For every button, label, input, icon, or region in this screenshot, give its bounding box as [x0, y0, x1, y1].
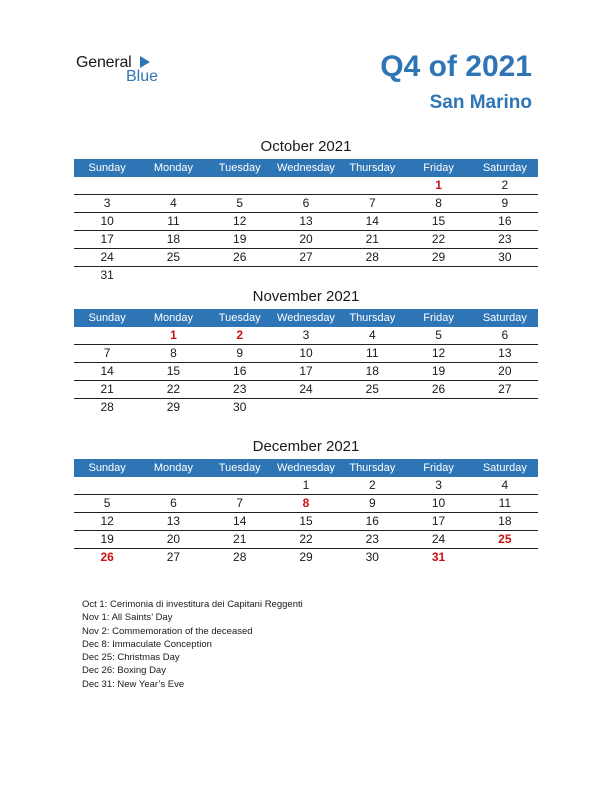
- day-cell: 9: [236, 346, 244, 360]
- week-row: [74, 513, 538, 531]
- day-cell: [273, 267, 339, 284]
- day-cell: 30: [365, 550, 379, 564]
- day-cell: [472, 549, 538, 566]
- day-cell: 26: [431, 382, 446, 396]
- day-cell: 19: [100, 532, 114, 546]
- weekday-label: Monday: [153, 312, 193, 324]
- day-cell: 20: [299, 232, 313, 246]
- weekday-header-row: [74, 159, 538, 177]
- day-cell: 5: [236, 196, 244, 210]
- day-cell: 11: [498, 496, 512, 510]
- weekday-label: Sunday: [88, 162, 126, 174]
- holiday-note: Nov 2: Commemoration of the deceased: [82, 625, 253, 637]
- weekday-label: Monday: [153, 462, 193, 474]
- day-cell: 4: [501, 478, 509, 492]
- day-cell: 16: [498, 214, 512, 228]
- day-cell: 1: [302, 478, 310, 492]
- day-cell: [405, 399, 471, 416]
- week-row: [74, 345, 538, 363]
- month-title: November 2021: [252, 288, 360, 305]
- day-cell: 25: [365, 382, 379, 396]
- day-cell: 13: [498, 346, 512, 360]
- day-cell: 20: [166, 532, 181, 546]
- weekday-label: Saturday: [482, 312, 527, 324]
- month-title: October 2021: [260, 138, 352, 155]
- day-cell: 22: [166, 382, 181, 396]
- day-cell: 21: [365, 232, 379, 246]
- holiday-day-cell: 2: [236, 328, 244, 342]
- month-calendar: [74, 287, 538, 416]
- day-cell: 15: [299, 514, 313, 528]
- day-cell: 7: [236, 496, 244, 510]
- week-row: [74, 477, 538, 495]
- day-cell: 23: [365, 532, 379, 546]
- day-cell: 5: [103, 496, 111, 510]
- country-name: San Marino: [429, 92, 532, 113]
- day-cell: 27: [166, 550, 181, 564]
- day-cell: 19: [431, 364, 446, 378]
- day-cell: 18: [365, 364, 379, 378]
- weekday-header-row: [74, 309, 538, 327]
- day-cell: 29: [166, 400, 181, 414]
- day-cell: 2: [501, 178, 509, 192]
- day-cell: 22: [431, 232, 446, 246]
- holiday-day-cell: 25: [498, 532, 512, 546]
- day-cell: 14: [365, 214, 379, 228]
- logo-blue-text: Blue: [126, 68, 159, 85]
- day-cell: 27: [299, 250, 313, 264]
- day-cell: 20: [498, 364, 512, 378]
- day-cell: 6: [501, 328, 509, 342]
- weekday-label: Sunday: [88, 462, 126, 474]
- day-cell: [207, 477, 273, 494]
- day-cell: 17: [299, 364, 313, 378]
- holiday-note: Dec 25: Christmas Day: [82, 652, 180, 664]
- week-row: [74, 267, 538, 284]
- day-cell: 24: [431, 532, 446, 546]
- day-cell: 27: [498, 382, 512, 396]
- weekday-label: Friday: [423, 462, 454, 474]
- day-cell: 23: [498, 232, 512, 246]
- day-cell: 21: [233, 532, 247, 546]
- day-cell: [273, 399, 339, 416]
- day-cell: 10: [100, 214, 114, 228]
- day-cell: [339, 399, 405, 416]
- day-cell: 30: [233, 400, 247, 414]
- day-cell: 25: [166, 250, 181, 264]
- holiday-day-cell: 26: [100, 550, 114, 564]
- month-calendar: [74, 437, 538, 566]
- day-cell: 11: [366, 346, 379, 360]
- day-cell: 12: [100, 514, 114, 528]
- day-cell: 23: [233, 382, 247, 396]
- day-cell: 28: [233, 550, 247, 564]
- day-cell: [273, 177, 339, 194]
- holiday-day-cell: 8: [302, 496, 310, 510]
- week-row: [74, 195, 538, 213]
- week-row: [74, 495, 538, 513]
- day-cell: 14: [100, 364, 114, 378]
- day-cell: 8: [170, 346, 177, 360]
- weekday-label: Wednesday: [277, 312, 335, 324]
- day-cell: 7: [103, 346, 111, 360]
- logo-general-text: General: [76, 54, 132, 71]
- day-cell: 3: [103, 196, 111, 210]
- day-cell: 29: [431, 250, 446, 264]
- weekday-header-row: [74, 459, 538, 477]
- weekday-label: Tuesday: [218, 312, 261, 324]
- weekday-label: Wednesday: [277, 162, 335, 174]
- day-cell: [140, 267, 206, 284]
- month-title: December 2021: [252, 438, 360, 455]
- day-cell: 6: [170, 496, 177, 510]
- day-cell: 5: [435, 328, 442, 342]
- day-cell: 13: [166, 514, 181, 528]
- day-cell: 15: [431, 214, 446, 228]
- week-row: [74, 363, 538, 381]
- weekday-label: Friday: [423, 162, 454, 174]
- weekday-label: Tuesday: [218, 162, 261, 174]
- day-cell: 18: [498, 514, 512, 528]
- day-cell: [472, 399, 538, 416]
- logo-flag-icon: [140, 56, 150, 68]
- holiday-note: Nov 1: All Saints’ Day: [82, 612, 173, 624]
- day-cell: 24: [100, 250, 114, 264]
- day-cell: 4: [368, 328, 376, 342]
- day-cell: 17: [431, 514, 446, 528]
- day-cell: 14: [233, 514, 247, 528]
- holiday-day-cell: 1: [170, 328, 177, 342]
- day-cell: [140, 477, 206, 494]
- day-cell: 17: [100, 232, 114, 246]
- weekday-label: Thursday: [349, 312, 396, 324]
- day-cell: 3: [435, 478, 442, 492]
- day-cell: 30: [498, 250, 512, 264]
- day-cell: 7: [368, 196, 376, 210]
- day-cell: 2: [368, 478, 376, 492]
- day-cell: [74, 327, 140, 344]
- week-row: [74, 177, 538, 195]
- day-cell: [74, 477, 140, 494]
- holiday-note: Dec 8: Immaculate Conception: [82, 638, 212, 650]
- month-calendar: [74, 137, 538, 284]
- week-row: [74, 549, 538, 566]
- day-cell: 9: [501, 196, 509, 210]
- day-cell: 9: [368, 496, 376, 510]
- day-cell: [207, 177, 273, 194]
- week-row: [74, 327, 538, 345]
- day-cell: 19: [233, 232, 247, 246]
- day-cell: 13: [299, 214, 313, 228]
- week-row: [74, 249, 538, 267]
- weekday-label: Monday: [153, 162, 193, 174]
- day-cell: [140, 177, 206, 194]
- day-cell: 21: [100, 382, 114, 396]
- holiday-note: Oct 1: Cerimonia di investitura dei Capitani Reggenti: [82, 599, 303, 610]
- week-row: [74, 399, 538, 416]
- week-row: [74, 231, 538, 249]
- week-row: [74, 381, 538, 399]
- day-cell: 22: [299, 532, 313, 546]
- day-cell: 29: [299, 550, 313, 564]
- day-cell: 6: [302, 196, 310, 210]
- weekday-label: Thursday: [349, 162, 396, 174]
- day-cell: 28: [365, 250, 379, 264]
- holiday-day-cell: 1: [435, 178, 442, 192]
- day-cell: [339, 267, 405, 284]
- generalblue-logo: [76, 54, 176, 88]
- day-cell: [405, 267, 471, 284]
- weekday-label: Tuesday: [218, 462, 261, 474]
- day-cell: 11: [167, 214, 180, 228]
- day-cell: [472, 267, 538, 284]
- day-cell: 15: [166, 364, 181, 378]
- holiday-notes: [82, 598, 303, 691]
- weekday-label: Sunday: [88, 312, 126, 324]
- day-cell: 24: [299, 382, 313, 396]
- day-cell: 12: [431, 346, 446, 360]
- weekday-label: Saturday: [482, 462, 527, 474]
- day-cell: [339, 177, 405, 194]
- weekday-label: Friday: [423, 312, 454, 324]
- day-cell: 18: [166, 232, 181, 246]
- day-cell: 10: [431, 496, 446, 510]
- day-cell: 16: [365, 514, 379, 528]
- weekday-label: Wednesday: [277, 462, 335, 474]
- day-cell: 31: [100, 268, 114, 282]
- holiday-note: Dec 26: Boxing Day: [82, 665, 166, 677]
- day-cell: 26: [233, 250, 247, 264]
- page-title: Q4 of 2021: [380, 50, 532, 83]
- day-cell: 12: [233, 214, 247, 228]
- day-cell: 3: [302, 328, 310, 342]
- holiday-note: Dec 31: New Year’s Eve: [82, 678, 185, 690]
- week-row: [74, 213, 538, 231]
- day-cell: 4: [170, 196, 177, 210]
- day-cell: 8: [435, 196, 442, 210]
- week-row: [74, 531, 538, 549]
- day-cell: 28: [100, 400, 114, 414]
- weekday-label: Thursday: [349, 462, 396, 474]
- day-cell: 10: [299, 346, 313, 360]
- weekday-label: Saturday: [482, 162, 527, 174]
- day-cell: [207, 267, 273, 284]
- holiday-day-cell: 31: [431, 550, 446, 564]
- day-cell: 16: [233, 364, 247, 378]
- day-cell: [74, 177, 140, 194]
